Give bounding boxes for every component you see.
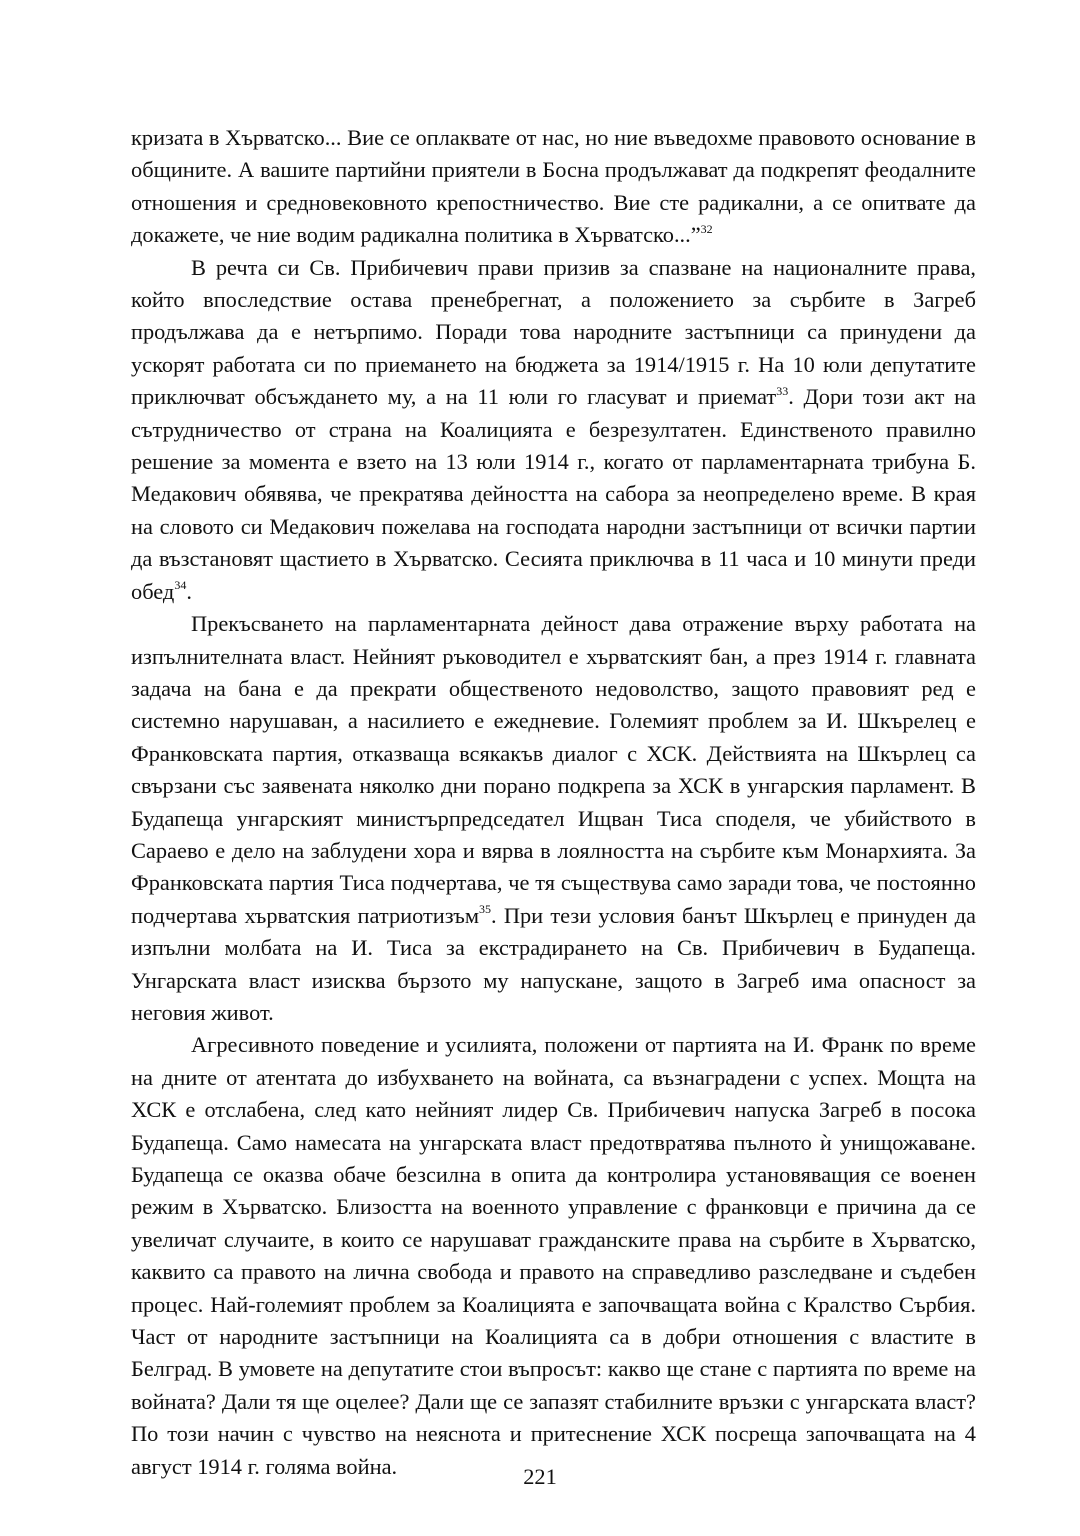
paragraph-1-text: кризата в Хърватско... Вие се оплаквате от нас, но ние въведохме правовото основание в общините. А вашите партийни приятели в Босна продължават да подкрепят феодалните отношения и средновековното крепостничество. Вие сте радикални, а се опитвате да докажете, че ние водим радикална политика в Хърватско...” (131, 125, 976, 248)
document-body (131, 122, 976, 1483)
paragraph-2 (131, 252, 976, 608)
paragraph-3-text-a: Прекъсването на парламентарната дейност дава отражение върху работата на изпълнителната власт. Нейният ръководител е хърватският бан, а през 1914 г. главната задача на бана е да прекрати общественото недоволство, защото правовият ред е системно нарушаван, а насилието е ежедневие. Големият проблем за И. Шкърелец е Франковската партия, отказваща всякакъв диалог с ХСК. Действията на Шкърлец са свързани със заявената няколко дни порано подкрепа за ХСК в унгарския парламент. В Будапеща унгарският министърпредседател Ищван Тиса споделя, че убийството в Сараево е дело на заблудени хора и вярва в лоялността на сърбите към Монархията. За Франковската партия Тиса подчертава, че тя съществува само заради това, че постоянно подчертава хърватския патриотизъм (131, 611, 976, 928)
footnote-ref-33: 33 (776, 383, 789, 398)
paragraph-2-text-b: . Дори този акт на сътрудничество от страна на Коалицията е безрезултатен. Единственото правилно решение за момента е взето на 13 юли 1914 г., когато от парламентарната трибуна Б. Медакович обявява, че прекратява дейността на сабора за неопределено време. В края на словото си Медакович пожелава на господата народни застъпници от всички партии да възстановят щастието в Хърватско. Сесията приключва в 11 часа и 10 минути преди обед (131, 384, 976, 604)
paragraph-4-text: Агресивното поведение и усилията, положени от партията на И. Франк по време на дните от атентата до избухването на войната, са възнаградени с успех. Мощта на ХСК е отслабена, след като нейният лидер Св. Прибичевич напуска Загреб в посока Будапеща. Само намесата на унгарската власт предотвратява пълното ѝ унищожаване. Будапеща се оказва обаче безсилна в опита да контролира установяващия се военен режим в Хърватско. Близостта на военното управление с франковци е причина да се увеличат случаите, в които се нарушават гражданските права на сърбите в Хърватско, каквито са правото на лична свобода и правото на справедливо разследване и съдебен процес. Най-големият проблем за Коалицията е започващата война с Кралство Сърбия. Част от народните застъпници на Коалицията са в добри отношения с властите в Белград. В умовете на депутатите стои въпросът: какво ще стане с партията по време на войната? Дали тя ще оцелее? Дали ще се запазят стабилните връзки с унгарската власт? По този начин с чувство на неяснота и притеснение ХСК посреща започващата на 4 август 1914 г. голяма война. (131, 1032, 976, 1479)
paragraph-2-text-a: В речта си Св. Прибичевич прави призив за спазване на националните права, който впоследствие остава пренебрегнат, а положението за сърбите в Загреб продължава да е нетърпимо. Поради това народните застъпници са принудени да ускорят работата си по приемането на бюджета за 1914/1915 г. На 10 юли депутатите приключват обсъждането му, а на 11 юли го гласуват и приемат (131, 254, 976, 410)
paragraph-2-text-c: . (186, 578, 192, 604)
paragraph-3 (131, 608, 976, 1029)
paragraph-4 (131, 1029, 976, 1483)
paragraph-3-text-b: . При тези условия банът Шкърлец е принуден да изпълни молбата на И. Тиса за екстрадирането на Св. Прибичевич в Будапеща. Унгарската власт изисква бързото му напускане, защото в Загреб има опасност за неговия живот. (131, 902, 976, 1025)
page-number: 221 (523, 1464, 557, 1489)
footnote-ref-34: 34 (174, 578, 187, 593)
footnote-ref-35: 35 (479, 902, 492, 917)
footnote-ref-32: 32 (700, 221, 713, 236)
paragraph-1 (131, 122, 976, 252)
